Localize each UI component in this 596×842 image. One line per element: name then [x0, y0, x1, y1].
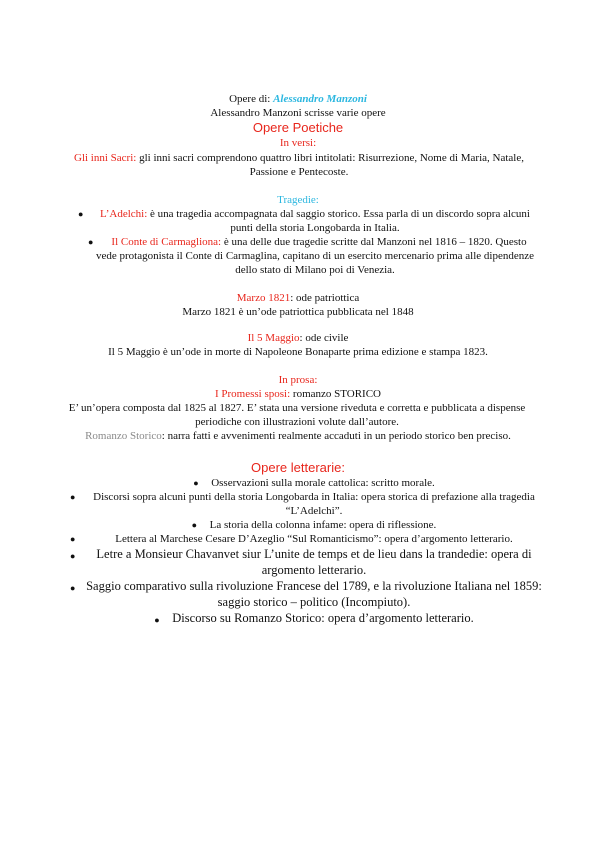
romanzo-storico-paragraph: [50, 429, 546, 443]
marzo-text: Marzo 1821 è un’ode patriottica pubblicata nel 1848: [182, 306, 414, 318]
title-line: [60, 92, 536, 106]
letterarie-item: Discorso su Romanzo Storico: opera d’argomento letterario.: [172, 611, 474, 625]
marzo-label: Marzo 1821: [236, 292, 291, 304]
list-item: [70, 532, 544, 546]
bullet-icon: ●: [70, 583, 76, 593]
heading-opere-poetiche: Opere Poetiche: [252, 120, 344, 135]
title-prefix: Opere di:: [229, 93, 274, 105]
bullet-icon: ●: [191, 520, 198, 530]
promessi-label: I Promessi sposi:: [214, 388, 291, 400]
promessi-text: E’ un’opera composta dal 1825 al 1827. E’ stata una versione riveduta e corretta e pubblicata a dispense periodiche con illustrazioni volute dall’autore.: [68, 402, 526, 428]
bullet-icon: ●: [70, 534, 76, 544]
romanzo-storico-text: : narra fatti e avvenimenti realmente accaduti in un periodo storico ben preciso.: [161, 430, 511, 442]
bullet-icon: ●: [88, 237, 94, 247]
document-header: [60, 92, 536, 120]
promessi-heading: [60, 387, 536, 401]
subtitle: Alessandro Manzoni scrisse varie opere: [210, 107, 386, 119]
heading-opere-letterarie: Opere letterarie:: [251, 460, 345, 475]
inni-sacri-text: gli inni sacri comprendono quattro libri intitolati: Risurrezione, Nome di Maria, Natale, Passione e Pentecoste.: [136, 152, 524, 178]
letterarie-item: La storia della colonna infame: opera di riflessione.: [209, 519, 437, 531]
maggio-label: Il 5 Maggio: [247, 332, 300, 344]
letterarie-item: Osservazioni sulla morale cattolica: scritto morale.: [211, 477, 435, 489]
inni-sacri-paragraph: [60, 151, 538, 179]
maggio-suffix: : ode civile: [299, 332, 349, 344]
marzo-suffix: : ode patriottica: [290, 292, 360, 304]
romanzo-storico-label: Romanzo Storico: [85, 430, 162, 442]
tragedia-text: è una tragedia accompagnata dal saggio storico. Essa parla di un discordo sopra alcuni punti della storia Longobarda in Italia.: [147, 208, 530, 234]
letterarie-item: Discorsi sopra alcuni punti della storia Longobarda in Italia: opera storica di prefazione alla tragedia “L’Adelchi”.: [93, 491, 535, 517]
bullet-icon: ●: [70, 492, 76, 502]
list-item: [70, 518, 544, 532]
tragedie-list: [78, 207, 538, 277]
bullet-icon: ●: [193, 478, 199, 488]
author-name: Alessandro Manzoni: [273, 93, 367, 105]
promessi-suffix: romanzo STORICO: [290, 388, 382, 400]
list-item: [78, 235, 538, 277]
tragedia-label: Il Conte di Carmagliona:: [111, 236, 222, 248]
marzo-heading: [60, 291, 536, 305]
maggio-text: Il 5 Maggio è un’ode in morte di Napoleone Bonaparte prima edizione e stampa 1823.: [108, 346, 488, 358]
tragedia-label: L’Adelchi:: [100, 208, 148, 220]
list-item: [70, 578, 544, 610]
bullet-icon: ●: [70, 551, 76, 561]
maggio-heading: [60, 331, 536, 345]
in-prosa-label: In prosa:: [278, 374, 318, 386]
letterarie-item: Saggio comparativo sulla rivoluzione Francese del 1789, e la rivoluzione Italiana nel 1859: saggio storico – politico (Incompiuto).: [86, 579, 542, 609]
list-item: [70, 490, 544, 518]
list-item: [70, 546, 544, 578]
letterarie-item: Letre a Monsieur Chavanvet siur L’unite de temps et de lieu dans la trandedie: opera di argomento letterario.: [96, 547, 532, 577]
list-item: [70, 476, 544, 490]
tragedia-text: è una delle due tragedie scritte dal Manzoni nel 1816 – 1820. Questo vede protagonista il Conte di Carmaglina, capitano di un esercito mercenario prima alle dipendenze dello stato di Milano poi di Venezia.: [95, 236, 534, 276]
bullet-icon: ●: [154, 615, 160, 625]
inni-sacri-label: Gli inni Sacri:: [74, 152, 137, 164]
letterarie-item: Lettera al Marchese Cesare D’Azeglio “Sul Romanticismo”: opera d’argomento letterario.: [115, 533, 513, 545]
tragedie-label: Tragedie:: [277, 194, 319, 206]
letterarie-list: [70, 476, 544, 626]
in-versi-label: In versi:: [279, 137, 317, 149]
list-item: [70, 610, 544, 626]
list-item: [78, 207, 538, 235]
bullet-icon: ●: [78, 209, 84, 219]
